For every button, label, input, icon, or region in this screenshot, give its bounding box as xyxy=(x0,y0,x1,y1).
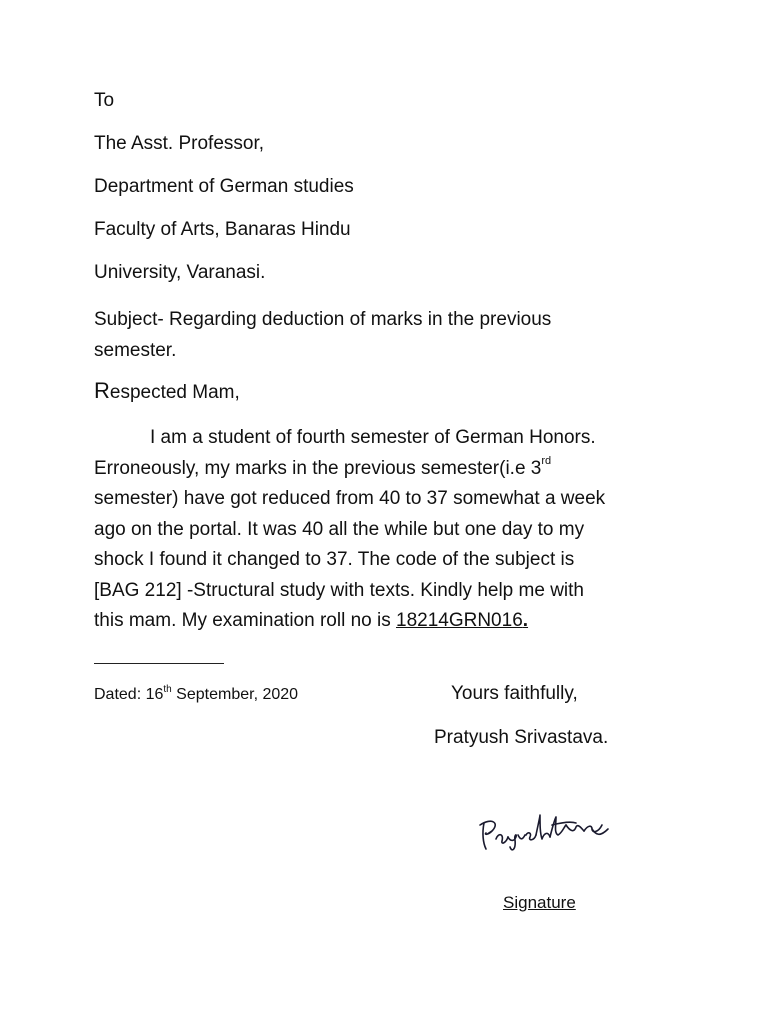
handwritten-signature xyxy=(470,795,620,875)
subject-line-2: semester. xyxy=(94,340,177,361)
body-row-7-text: this mam. My examination roll no is xyxy=(94,610,396,631)
date-ordinal: th xyxy=(163,683,172,695)
date-suffix: September, 2020 xyxy=(171,686,299,703)
signer-name: Pratyush Srivastava. xyxy=(434,727,609,748)
recipient-to: To xyxy=(94,90,115,111)
salutation xyxy=(94,377,240,407)
body-row-7 xyxy=(94,606,684,637)
roll-number: 18214GRN016 xyxy=(396,610,523,631)
recipient-title: The Asst. Professor, xyxy=(94,133,265,154)
body-row-2-text: Erroneously, my marks in the previous semester(i.e 3 xyxy=(94,457,542,479)
body-row-2 xyxy=(94,454,684,485)
salutation-rest: espected Mam, xyxy=(109,382,240,403)
closing-phrase: Yours faithfully, xyxy=(451,683,578,704)
body-row-1 xyxy=(94,423,684,454)
body-row-4: ago on the portal. It was 40 all the while but one day to my xyxy=(94,518,585,540)
recipient-faculty: Faculty of Arts, Banaras Hindu xyxy=(94,219,351,240)
letter-body xyxy=(94,423,684,637)
body-row-5: shock I found it changed to 37. The code of the subject is xyxy=(94,549,575,570)
salutation-initial: R xyxy=(94,378,110,403)
signature-label: Signature xyxy=(503,893,576,912)
body-row-1-text: I am a student of fourth semester of German Honors. xyxy=(150,427,596,448)
body-row-6: [BAG 212] -Structural study with texts. Kindly help me with xyxy=(94,579,584,601)
date-line xyxy=(94,684,298,706)
ordinal-suffix: rd xyxy=(541,455,552,468)
recipient-university: University, Varanasi. xyxy=(94,262,266,283)
subject-line-1: Subject- Regarding deduction of marks in the previous xyxy=(94,309,552,330)
body-row-3: semester) have got reduced from 40 to 37 somewhat a week xyxy=(94,488,606,509)
date-prefix: Dated: 16 xyxy=(94,686,164,703)
roll-number-period: . xyxy=(522,610,529,631)
separator-rule xyxy=(94,663,224,664)
subject-line xyxy=(94,304,654,366)
recipient-department: Department of German studies xyxy=(94,176,354,197)
